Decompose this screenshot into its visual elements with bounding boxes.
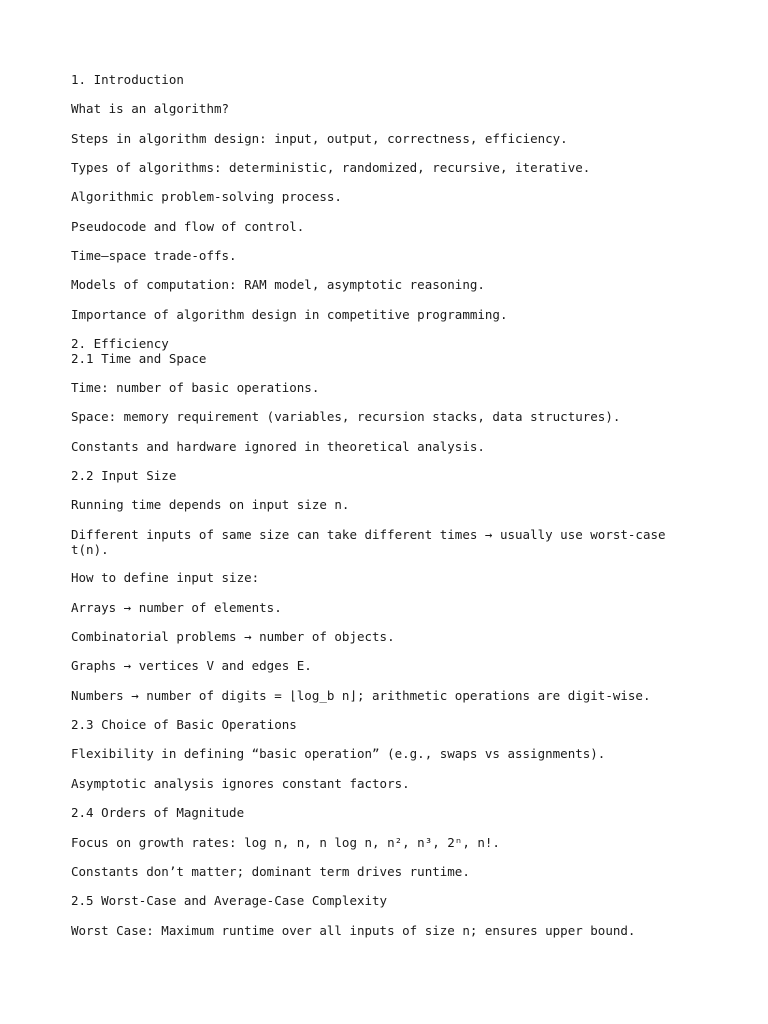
- text-line: Types of algorithms: deterministic, randomized, recursive, iterative.: [71, 160, 591, 175]
- text-line: Focus on growth rates: log n, n, n log n, n², n³, 2ⁿ, n!.: [71, 835, 500, 850]
- text-line: Constants and hardware ignored in theoretical analysis.: [71, 439, 485, 454]
- subheading: 2.5 Worst-Case and Average-Case Complexity: [71, 893, 388, 908]
- text-line: Constants don’t matter; dominant term drives runtime.: [71, 864, 470, 879]
- subheading: 2.2 Input Size: [71, 468, 177, 483]
- subheading: 2.1 Time and Space: [71, 351, 207, 366]
- text-line: Numbers → number of digits = ⌊log_b n⌋; arithmetic operations are digit-wise.: [71, 688, 651, 703]
- text-line: Graphs → vertices V and edges E.: [71, 658, 312, 673]
- heading-introduction: 1. Introduction: [71, 72, 184, 87]
- text-line: Pseudocode and flow of control.: [71, 219, 305, 234]
- text-line: Space: memory requirement (variables, recursion stacks, data structures).: [71, 409, 621, 424]
- text-line: Asymptotic analysis ignores constant factors.: [71, 776, 410, 791]
- subheading: 2.3 Choice of Basic Operations: [71, 717, 297, 732]
- text-line: How to define input size:: [71, 570, 260, 585]
- text-line: Combinatorial problems → number of objects.: [71, 629, 395, 644]
- text-line: Different inputs of same size can take different times → usually use worst-case t(n).: [71, 527, 674, 557]
- text-line: Flexibility in defining “basic operation” (e.g., swaps vs assignments).: [71, 746, 606, 761]
- text-line: Importance of algorithm design in competitive programming.: [71, 307, 508, 322]
- text-line: Time–space trade-offs.: [71, 248, 237, 263]
- text-line: Steps in algorithm design: input, output, correctness, efficiency.: [71, 131, 568, 146]
- text-line: Algorithmic problem-solving process.: [71, 189, 342, 204]
- text-line: Time: number of basic operations.: [71, 380, 320, 395]
- heading-efficiency: 2. Efficiency: [71, 336, 169, 351]
- text-line: Worst Case: Maximum runtime over all inputs of size n; ensures upper bound.: [71, 923, 636, 938]
- text-line: What is an algorithm?: [71, 101, 230, 116]
- text-line: Running time depends on input size n.: [71, 497, 350, 512]
- text-line: Models of computation: RAM model, asymptotic reasoning.: [71, 277, 485, 292]
- subheading: 2.4 Orders of Magnitude: [71, 805, 245, 820]
- text-line: Arrays → number of elements.: [71, 600, 282, 615]
